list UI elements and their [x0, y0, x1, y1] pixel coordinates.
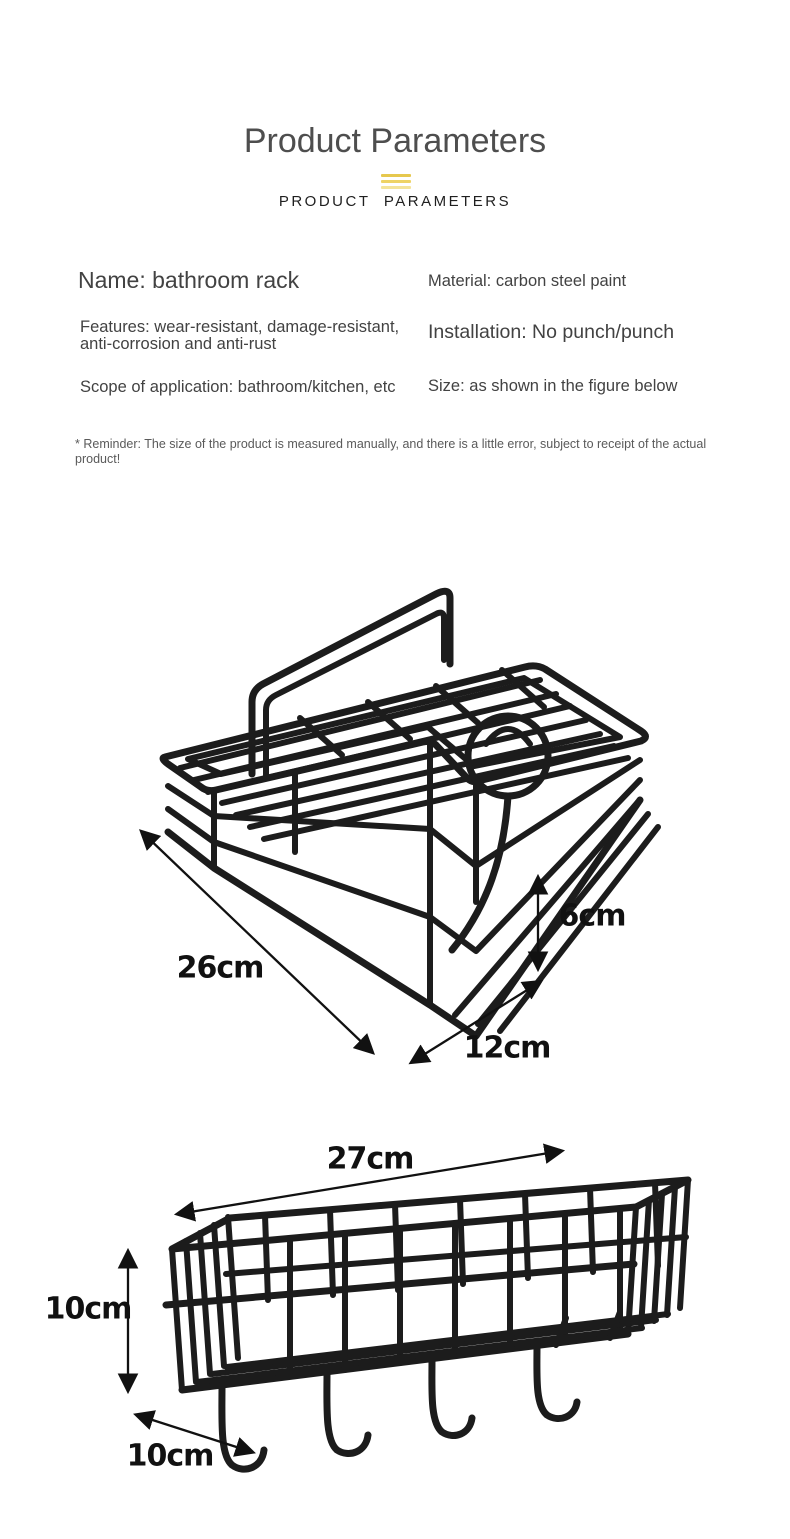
- basket-rack-wireframe: [166, 1180, 688, 1469]
- divider-bar: [381, 186, 411, 189]
- hook-3: [432, 1359, 472, 1436]
- spec-material: Material: carbon steel paint: [428, 272, 627, 290]
- dimension-label-10cm-depth: 10cm: [126, 1438, 214, 1474]
- hook-4: [537, 1345, 577, 1419]
- dimension-label-26cm: 26cm: [176, 950, 264, 986]
- page-subtitle: PRODUCT PARAMETERS: [278, 193, 512, 210]
- page-title: Product Parameters: [243, 122, 547, 160]
- dimension-label-6cm: 6cm: [558, 898, 626, 934]
- spec-size: Size: as shown in the figure below: [428, 377, 678, 395]
- dimension-label-27cm: 27cm: [326, 1141, 414, 1177]
- spec-features: Features: wear-resistant, damage-resistant, anti-corrosion and anti-rust: [80, 318, 400, 353]
- spec-installation: Installation: No punch/punch: [428, 321, 675, 343]
- hook-2: [327, 1372, 368, 1454]
- spec-scope: Scope of application: bathroom/kitchen, etc: [80, 378, 396, 396]
- corner-rack-diagram: [0, 550, 790, 1090]
- divider-bar: [381, 174, 411, 177]
- dimension-label-12cm: 12cm: [463, 1030, 551, 1066]
- spec-name: Name: bathroom rack: [78, 267, 300, 293]
- reminder-note: * Reminder: The size of the product is measured manually, and there is a little error, subject to receipt of the actual product!: [75, 437, 707, 466]
- arrow-26cm: [142, 832, 372, 1052]
- hook-1: [222, 1385, 264, 1469]
- yellow-divider-icon: [381, 174, 411, 192]
- divider-bar: [381, 180, 411, 183]
- dimension-label-10cm-height: 10cm: [44, 1291, 132, 1327]
